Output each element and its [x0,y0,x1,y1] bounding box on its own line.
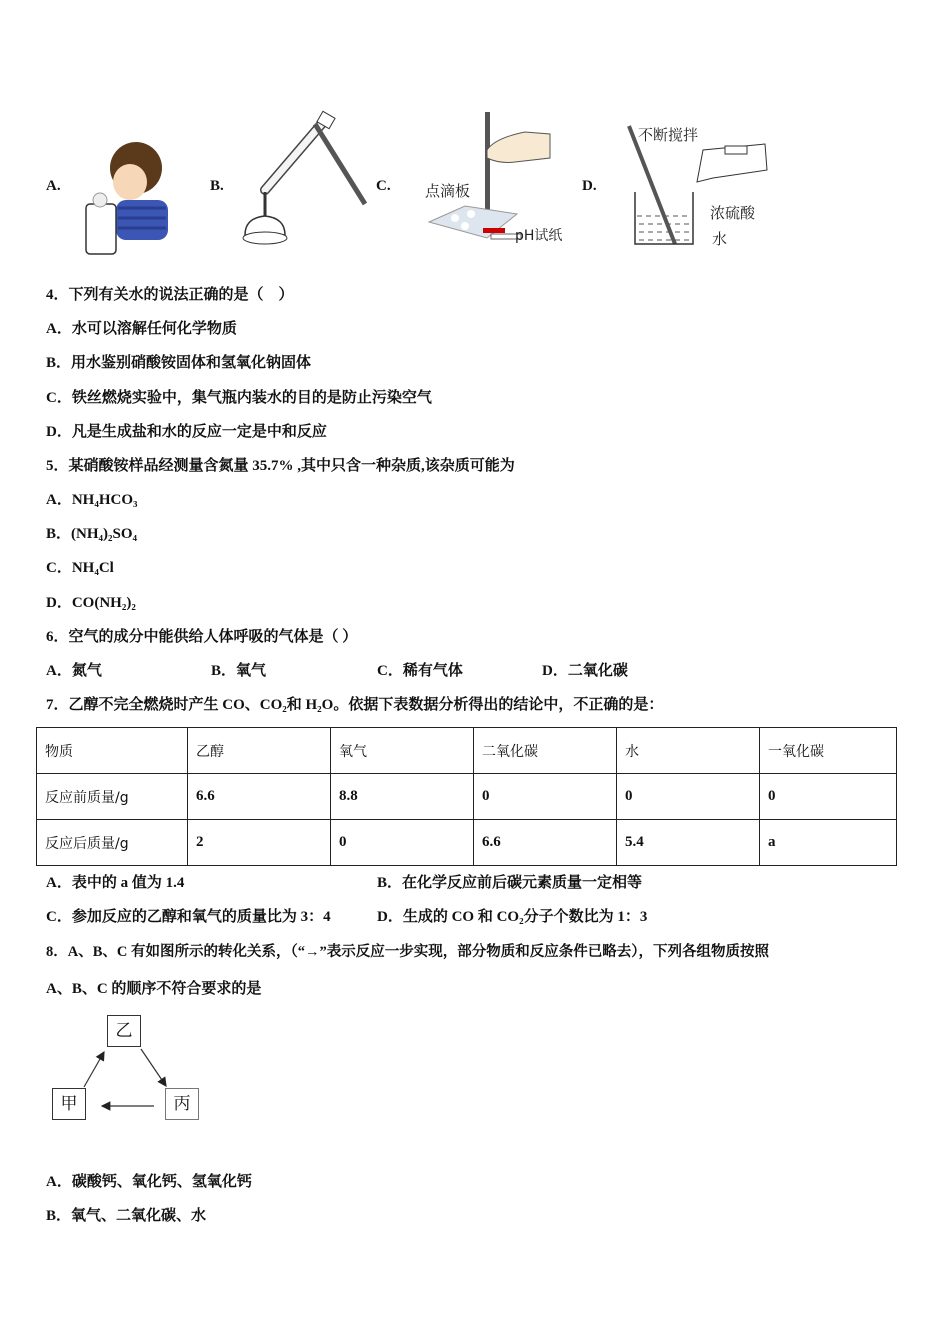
table-cell: 0 [474,774,617,820]
table-cell: 0 [331,820,474,866]
question-stem: 6．空气的成分中能供给人体呼吸的气体是（ ） [46,629,358,645]
drop-plate-label: 点滴板 [425,182,471,200]
option-a: A．碳酸钙、氧化钙、氢氧化钙 [46,1174,252,1190]
table-header-cell: 物质 [37,728,188,774]
ph-paper-label: pH试纸 [515,228,563,244]
option-c: C．铁丝燃烧实验中，集气瓶内装水的目的是防止污染空气 [46,390,432,406]
table-cell: a [760,820,897,866]
question-stem-line-1: 8．A、B、C 有如图所示的转化关系，（“→”表示反应一步实现，部分物质和反应条件已略去），下列各组物质按照 [46,944,769,960]
option-d: D．二氧化碳 [542,663,628,679]
figure-label-c: C. [376,178,391,194]
figure-label-b: B. [210,178,224,194]
table-cell: 0 [760,774,897,820]
table-header-cell: 水 [617,728,760,774]
option-b: B．在化学反应前后碳元素质量一定相等 [377,875,643,891]
smell-gas-illustration [78,138,174,258]
option-a: A．表中的 a 值为 1.4 [46,875,185,891]
option-b: B．(NH₄)₂SO₄ [46,526,138,542]
table-cell: 5.4 [617,820,760,866]
table-header-cell: 二氧化碳 [474,728,617,774]
option-a: A．水可以溶解任何化学物质 [46,321,237,337]
option-c: C．稀有气体 [377,663,463,679]
table-cell: 6.6 [474,820,617,866]
figure-label-d: D. [582,178,597,194]
water-label: 水 [712,230,728,248]
option-c: C．NH₄Cl [46,560,114,576]
option-b: B．用水鉴别硝酸铵固体和氢氧化钠固体 [46,355,312,371]
stir-label: 不断搅拌 [638,126,699,144]
question-stem-line-2: A、B、C 的顺序不符合要求的是 [46,981,262,997]
table-cell: 0 [617,774,760,820]
table-header-row [37,728,897,774]
option-b: B．氧气 [211,663,267,679]
table-row [37,774,897,820]
table-header-cell: 乙醇 [188,728,331,774]
option-c: C．参加反应的乙醇和氧气的质量比为 3：4 [46,909,331,925]
option-b: B．氧气、二氧化碳、水 [46,1208,207,1224]
diagram-node-c: 丙 [165,1088,199,1120]
table-header-cell: 一氧化碳 [760,728,897,774]
table-cell: 6.6 [188,774,331,820]
table-cell: 反应前质量/g [37,774,188,820]
figure-label-a: A. [46,178,61,194]
option-d: D．CO(NH₂)₂ [46,595,136,611]
table-row [37,820,897,866]
diagram-node-a: 甲 [52,1088,86,1120]
diagram-node-b: 乙 [107,1015,141,1047]
table-header-cell: 氧气 [331,728,474,774]
question-stem: 5．某硝酸铵样品经测量含氮量 35.7% ,其中只含一种杂质,该杂质可能为 [46,458,515,474]
table-cell: 2 [188,820,331,866]
table-cell: 8.8 [331,774,474,820]
option-a: A．NH₄HCO₃ [46,492,138,508]
heating-test-tube-illustration [235,110,375,255]
question-stem: 4．下列有关水的说法正确的是（ ） [46,287,294,303]
option-a: A．氮气 [46,663,102,679]
question-stem: 7．乙醇不完全燃烧时产生 CO、CO₂和 H₂O。依据下表数据分析得出的结论中，不正确的是： [46,697,664,713]
option-d: D．生成的 CO 和 CO₂分子个数比为 1：3 [377,909,648,925]
mass-data-table [36,727,897,866]
acid-label: 浓硫酸 [710,204,756,222]
option-d: D．凡是生成盐和水的反应一定是中和反应 [46,424,327,440]
table-cell: 反应后质量/g [37,820,188,866]
